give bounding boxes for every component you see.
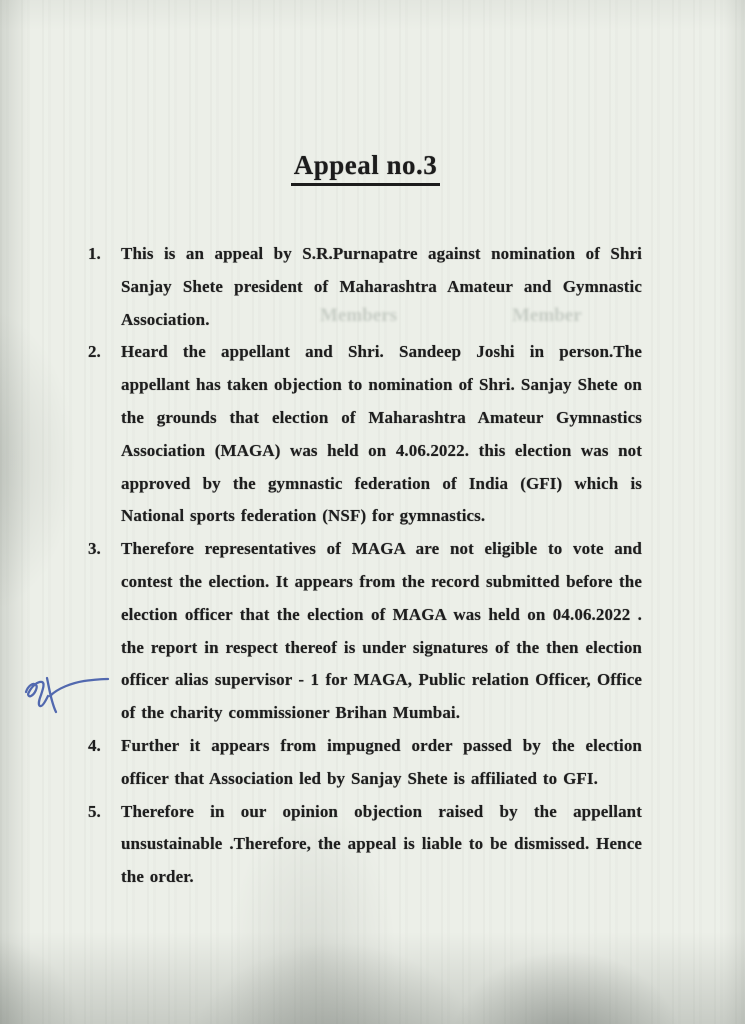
handwritten-initials <box>16 666 116 724</box>
paragraph-item-4 <box>88 730 642 796</box>
paragraph-number: 1. <box>88 244 101 263</box>
paragraph-item-2 <box>88 336 642 533</box>
paragraph-number: 4. <box>88 735 101 755</box>
pen-stroke <box>50 679 108 696</box>
paragraph-list <box>0 238 745 894</box>
paragraph-text: Further it appears from impugned order passed by the election officer that Association led by Sanjay Shete is affiliated to GFI. <box>121 735 642 788</box>
bleed-through-text: Members <box>320 305 398 326</box>
paragraph-item-5 <box>88 796 642 894</box>
page-title: Appeal no.3 <box>291 150 441 186</box>
paragraph-number: 2. <box>88 342 101 362</box>
paragraph-text: Heard the appellant and Shri. Sandeep Joshi in person.The appellant has taken objection to nomination of Shri. Sanjay Shete on the grounds that election of Maharashtra Amateur Gymnastics Association (MAGA) was held on 4.06.2022. this election was not approved by the gymnastic federation of India (GFI) which is National sports federation (NSF) for gymnastics. <box>121 342 642 526</box>
paragraph-item-3 <box>88 533 642 730</box>
paragraph-text: Therefore in our opinion objection raised by the appellant unsustainable .Therefore, the appeal is liable to be dismissed. Hence the order. <box>121 801 642 887</box>
bleed-through-text: Member <box>512 305 582 326</box>
title-area <box>0 0 745 186</box>
paragraph-number: 5. <box>88 801 101 821</box>
paragraph-text: This is an appeal by S.R.Purnapatre against nomination of Shri Sanjay Shete president of Maharashtra Amateur and Gymnastic Association. <box>121 244 642 329</box>
paragraph-number: 3. <box>88 539 101 559</box>
paragraph-text: Therefore representatives of MAGA are not eligible to vote and contest the election. It appears from the record submitted before the election officer that the election of MAGA was held on 04.06.2022 . the report in respect thereof is under signatures of the then election officer alias supervisor - 1 for MAGA, Public relation Officer, Office of the charity commissioner Brihan Mumbai. <box>121 539 642 723</box>
pen-stroke <box>26 682 48 706</box>
